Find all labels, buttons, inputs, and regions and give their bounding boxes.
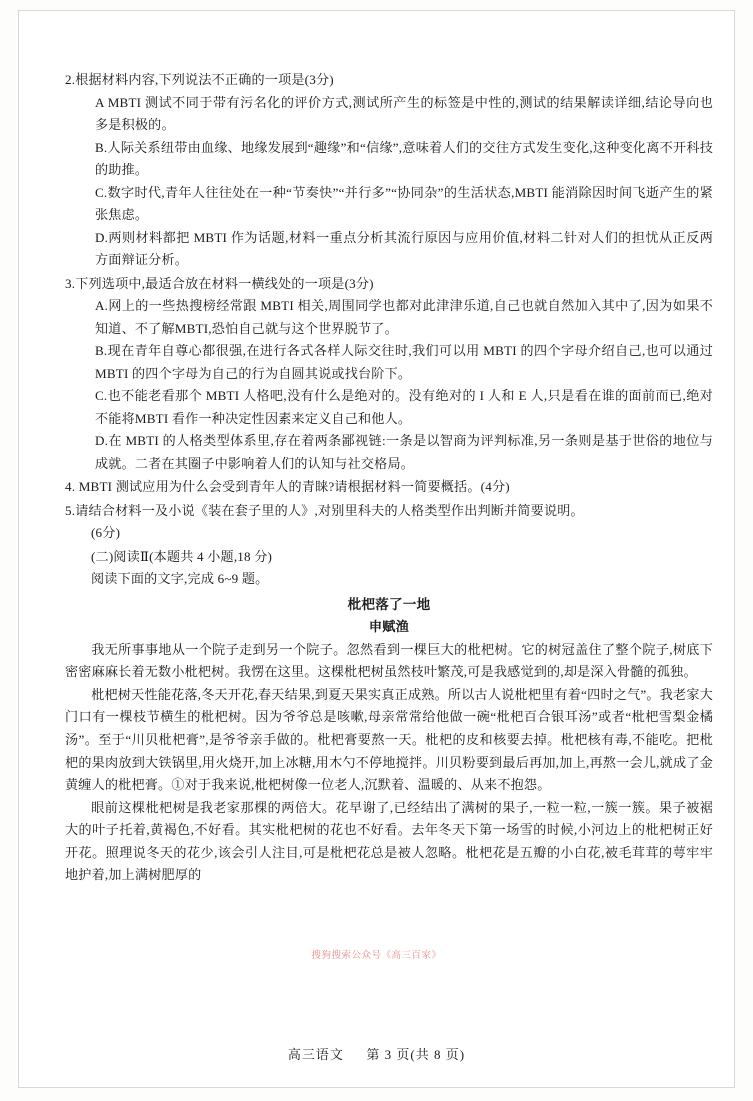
section-heading: (二)阅读Ⅱ(本题共 4 小题,18 分): [91, 548, 273, 564]
document-body: [65, 69, 713, 888]
option-d: D.在 MBTI 的人格类型体系里,存在着两条鄙视链:一条是以智商为评判标准,另一条则是基于世俗的地位与成就。二者在其圈子中影响着人们的认知与社交格局。: [95, 433, 713, 471]
article-title: 枇杷落了一地: [347, 596, 431, 612]
article-paragraph: 枇杷树天性能花落,冬天开花,春天结果,到夏天果实真正成熟。所以古人说枇杷里有着“四时之气”。我老家大门口有一棵枝节横生的枇杷树。因为爷爷总是咳嗽,母亲常常给他做一碗“枇杷百合银耳汤”或者“枇杷雪梨金橘汤”。至于“川贝枇杷膏”,是爷爷亲手做的。枇杷膏要熬一天。枇杷的皮和核要去掉。枇杷核有毒,不能吃。把枇杷的果肉放到大铁锅里,用火烧开,加上冰糖,用木勺不停地搅拌。川贝粉要到最后再加,加上,再熬一会儿,就成了金黄缠人的枇杷膏。①对于我来说,枇杷树像一位老人,沉默着、温暖的、从来不抱怨。: [65, 686, 713, 793]
question-stem: 2.根据材料内容,下列说法不正确的一项是(3分): [65, 72, 334, 87]
question-block-2: [65, 69, 713, 272]
question-stem: 4. MBTI 测试应用为什么会受到青年人的青睐?请根据材料一简要概括。(4分): [65, 479, 510, 495]
question-block-5: [65, 500, 713, 545]
option-a: A.网上的一些热搜榜经常跟 MBTI 相关,周围同学也都对此津津乐道,自己也就自然加入其中了,因为如果不知道、不了解MBTI,恐怕自己就与这个世界脱节了。: [95, 298, 713, 336]
question-block-3: [65, 273, 713, 476]
footer-subject: 高三语文: [287, 1047, 344, 1062]
option-b: B.现在青年自尊心都很强,在进行各式各样人际交往时,我们可以用 MBTI 的四个字母介绍自己,也可以通过 MBTI 的四个字母为自己的行为自圆其说或找台阶下。: [95, 343, 713, 381]
paper-sheet: [18, 10, 735, 1088]
watermark: 搜狗搜索公众号《高三百家》: [311, 950, 442, 961]
option-d: D.两则材料都把 MBTI 作为话题,材料一重点分析其流行原因与应用价值,材料二针对人们的担忧从正反两方面辩证分析。: [95, 229, 713, 268]
footer-page-number: 第 3 页(共 8 页): [366, 1047, 466, 1062]
question-score: (6分): [91, 525, 121, 541]
option-b: B.人际关系纽带由血缘、地缘发展到“趣缘”和“信缘”,意味着人们的交往方式发生变化,这种变化离不开科技的助推。: [95, 139, 713, 178]
article-paragraph: 眼前这棵枇杷树是我老家那棵的两倍大。花早谢了,已经结出了满树的果子,一粒一粒,一簇一簇。果子被裾大的叶子托着,黄褐色,不好看。其实枇杷树的花也不好看。去年冬天下第一场雪的时候,小河边上的枇杷树正好开花。照理说冬天的花少,该会引人注目,可是枇杷花总是被人忽略。枇杷花是五瓣的小白花,被毛茸茸的萼牢牢地护着,加上满树肥厚的: [65, 799, 713, 883]
question-stem: 3.下列选项中,最适合放在材料一横线处的一项是(3分): [65, 275, 374, 291]
article-author: 申赋渔: [368, 619, 410, 635]
option-c: C.数字时代,青年人往往处在一种“节奏快”“并行多”“协同杂”的生活状态,MBTI 能消除因时间飞逝产生的紧张焦虑。: [95, 184, 713, 223]
reading-section: [65, 546, 713, 887]
article-paragraph: 我无所事事地从一个院子走到另一个院子。忽然看到一棵巨大的枇杷树。它的树冠盖住了整个院子,树底下密密麻麻长着无数小枇杷树。我愣在这里。这棵枇杷树虽然枝叶繁茂,可是我感觉到的,却是深入骨髓的孤独。: [65, 641, 713, 680]
question-block-4: [65, 476, 713, 499]
reading-instruction: 阅读下面的文字,完成 6~9 题。: [91, 571, 269, 587]
page-footer: [19, 1044, 734, 1063]
option-c: C.也不能老看那个 MBTI 人格吧,没有什么是绝对的。没有绝对的 I 人和 E 人,只是看在谁的面前而已,绝对不能将MBTI 看作一种决定性因素来定义自己和他人。: [95, 388, 713, 426]
option-a: A MBTI 测试不同于带有污名化的评价方式,测试所产生的标签是中性的,测试的结果解读详细,结论导向也多是积极的。: [95, 94, 713, 133]
question-stem: 5.请结合材料一及小说《装在套子里的人》,对别里科夫的人格类型作出判断并简要说明。: [65, 502, 584, 518]
